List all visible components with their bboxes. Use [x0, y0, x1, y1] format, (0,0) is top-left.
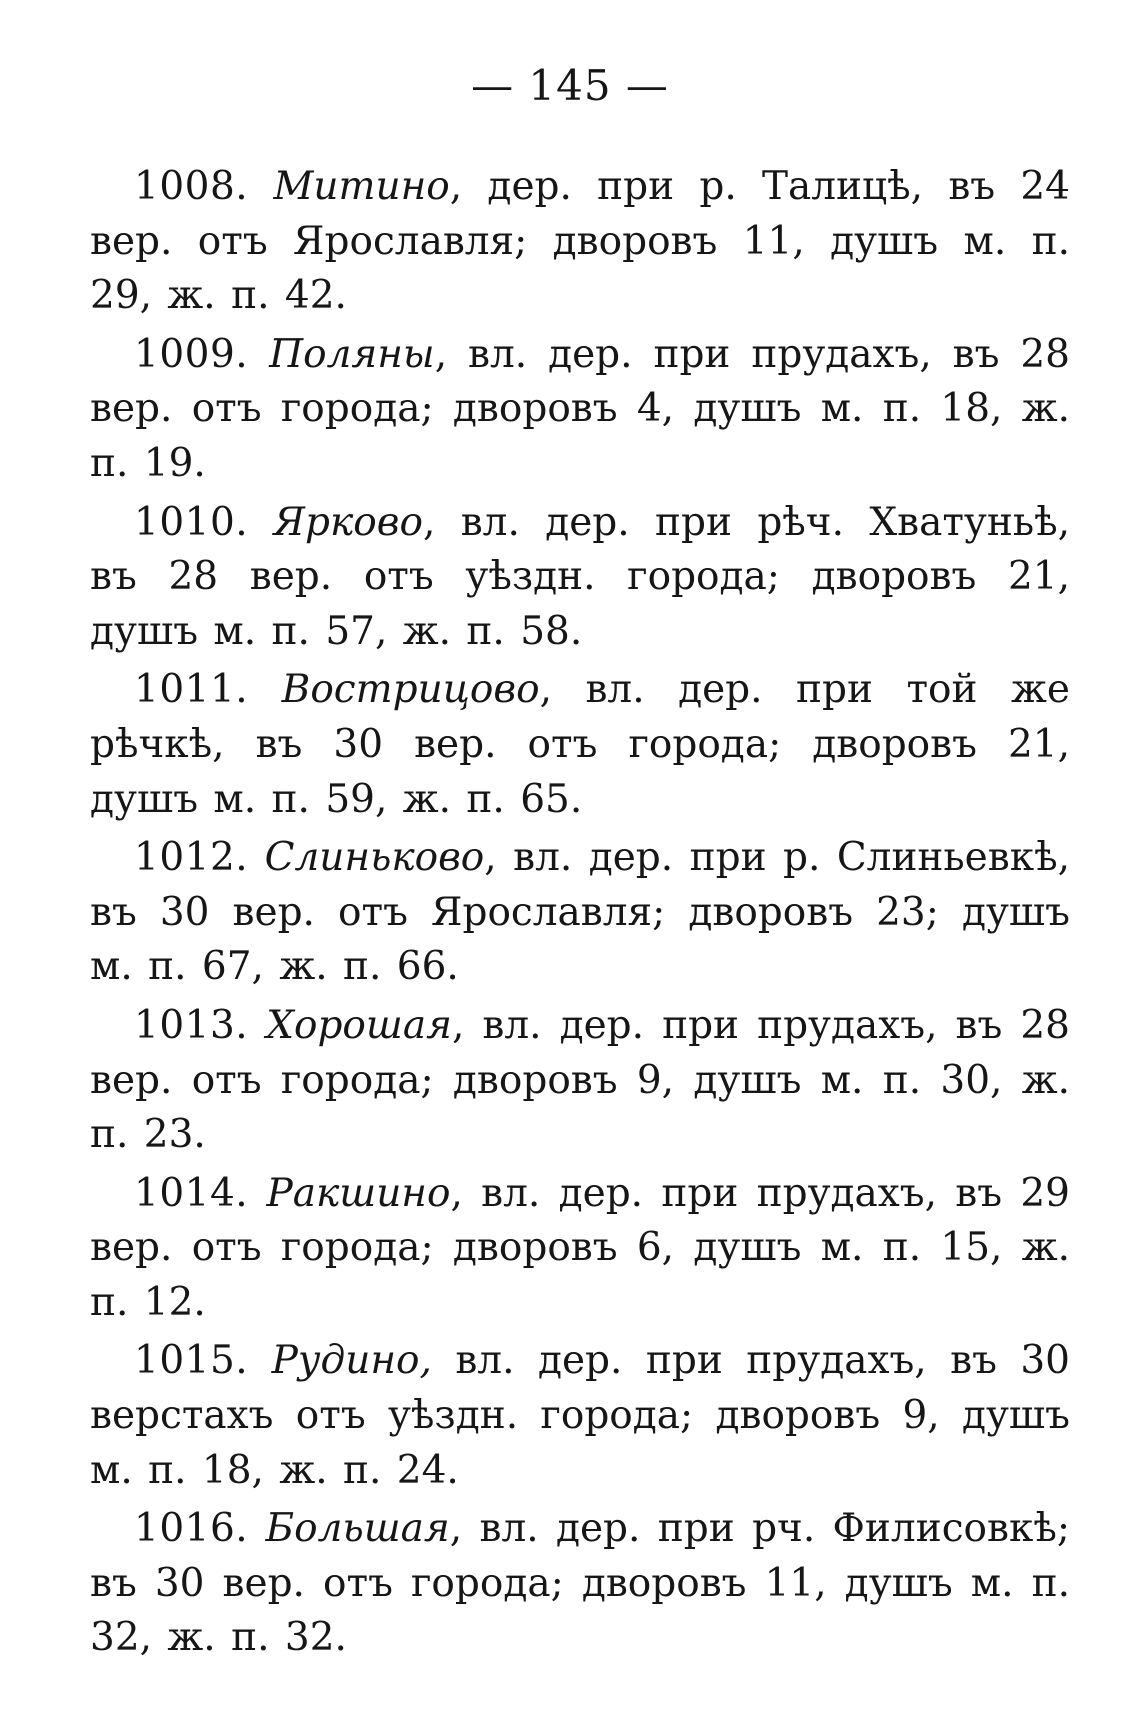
entry-text: , вл. дер. при прудахъ, въ 28 вер. отъ города; дворовъ 4, душъ м. п. 18, ж. п. 19. — [90, 331, 1070, 486]
list-item — [90, 1502, 1070, 1666]
list-item — [90, 496, 1070, 660]
list-item — [90, 999, 1070, 1163]
list-item — [90, 1167, 1070, 1331]
place-name: Слиньково — [264, 835, 485, 881]
entry-number: 1015. — [134, 1338, 249, 1384]
entry-number: 1010. — [134, 499, 249, 545]
entry-text: , вл. дер. при прудахъ, въ 28 вер. отъ города; дворовъ 9, душъ м. п. 30, ж. п. 23. — [90, 1002, 1070, 1158]
list-item — [90, 160, 1070, 324]
entry-text: , вл. дер. при прудахъ, въ 29 вер. отъ города; дворовъ 6, душъ м. п. 15, ж. п. 12. — [90, 1170, 1070, 1325]
entry-number: 1016. — [134, 1506, 249, 1552]
entry-text: вл. дер. при прудахъ, въ 30 верстахъ отъ уѣздн. города; дворовъ 9, душъ м. п. 18, ж. п. 24. — [90, 1338, 1070, 1493]
entry-number: 1014. — [134, 1170, 249, 1216]
entry-text: , дер. при р. Талицѣ, въ 24 вер. отъ Ярославля; дворовъ 11, душъ м. п. 29, ж. п. 42. — [90, 164, 1070, 319]
entry-text: , вл. дер. при рѣч. Хватуньѣ, въ 28 вер. отъ уѣздн. города; дворовъ 21, душъ м. п. 57, ж. п. 58. — [90, 499, 1070, 654]
place-name: Митино — [273, 164, 450, 209]
list-item — [90, 1334, 1070, 1498]
place-name: Вострицово — [281, 667, 540, 713]
list-item — [90, 328, 1070, 492]
entry-number: 1009. — [134, 331, 249, 377]
place-name: Ракшино — [266, 1170, 451, 1216]
entry-number: 1008. — [134, 164, 249, 209]
place-name: Большая — [265, 1506, 450, 1552]
place-name: Рудино, — [271, 1338, 432, 1384]
entry-text: , вл. дер. при рч. Филисовкѣ; въ 30 вер. отъ города; дворовъ 11, душъ м. п. 32, ж. п. 32. — [90, 1506, 1071, 1661]
entry-list — [90, 160, 1070, 1670]
place-name: Ярково — [273, 499, 423, 545]
list-item — [90, 831, 1070, 995]
list-item — [90, 663, 1070, 827]
entry-text: , вл. дер. при той же рѣчкѣ, въ 30 вер. отъ города; дворовъ 21, душъ м. п. 59, ж. п. 65. — [90, 667, 1070, 822]
entry-number: 1011. — [134, 667, 249, 713]
place-name: Хорошая — [266, 1002, 452, 1048]
entry-text: , вл. дер. при р. Слиньевкѣ, въ 30 вер. отъ Ярославля; дворовъ 23; душъ м. п. 67, ж. п. 66. — [90, 835, 1070, 990]
entry-number: 1012. — [134, 835, 249, 881]
place-name: Поляны — [269, 331, 435, 377]
page-number: — 145 — — [471, 61, 669, 110]
entry-number: 1013. — [134, 1002, 249, 1048]
